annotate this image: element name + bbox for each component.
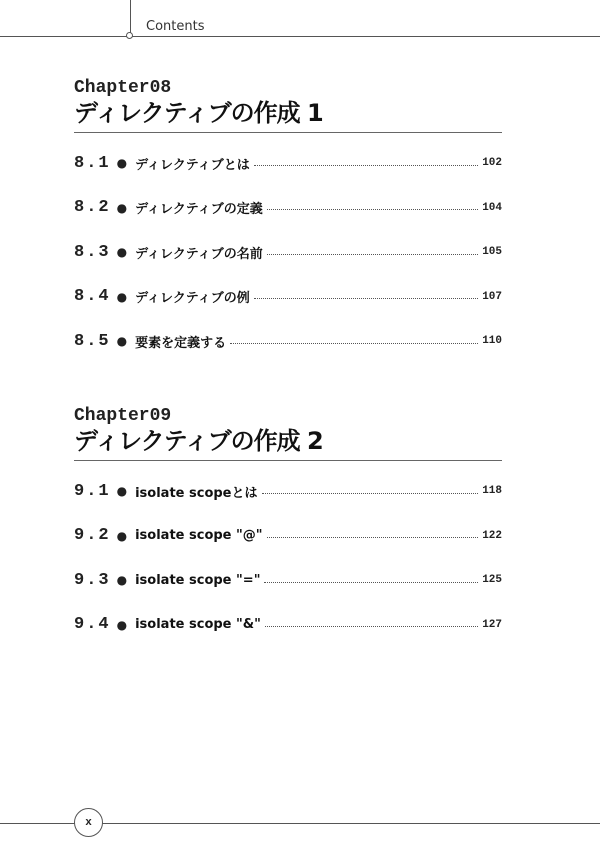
page-number: 105 — [482, 246, 502, 259]
section-title: ディレクティブとは — [135, 157, 250, 173]
dot-leader — [267, 537, 479, 538]
section-number: 9.4 — [74, 615, 111, 635]
dot-leader — [262, 493, 479, 494]
dot-leader — [264, 582, 478, 583]
section-number: 8.3 — [74, 242, 111, 262]
chapter-08 — [74, 78, 502, 364]
toc-entry[interactable] — [74, 558, 502, 603]
bullet-icon: ● — [116, 156, 128, 171]
chapter-09 — [74, 406, 502, 647]
dot-leader — [254, 165, 478, 166]
page-number: 102 — [482, 157, 502, 170]
dot-leader — [230, 343, 478, 344]
toc-entry[interactable] — [74, 603, 502, 648]
page-number: 125 — [482, 574, 502, 587]
page-number: 107 — [482, 290, 502, 303]
page-number: 122 — [482, 529, 502, 542]
bullet-icon: ● — [116, 617, 128, 632]
dot-leader — [267, 209, 478, 210]
chapter-rule — [74, 460, 502, 461]
toc-entry[interactable] — [74, 186, 502, 231]
bullet-icon: ● — [116, 573, 128, 588]
section-title: ディレクティブの名前 — [135, 246, 263, 262]
header-dot-ornament — [126, 32, 133, 39]
section-title: isolate scope "=" — [135, 572, 261, 588]
bullet-icon: ● — [116, 200, 128, 215]
header-horizontal-rule — [0, 36, 600, 37]
chapter-label: Chapter09 — [74, 406, 172, 426]
section-number: 9.1 — [74, 481, 111, 501]
page-number: 118 — [482, 485, 502, 498]
section-number: 8.5 — [74, 331, 111, 351]
header-vertical-rule — [130, 0, 131, 36]
bullet-icon: ● — [116, 245, 128, 260]
toc-entry[interactable] — [74, 230, 502, 275]
section-title: 要素を定義する — [135, 335, 227, 351]
toc-entry-list — [74, 141, 502, 364]
chapter-label: Chapter08 — [74, 78, 172, 98]
dot-leader — [254, 298, 478, 299]
dot-leader — [267, 254, 478, 255]
bullet-icon: ● — [116, 289, 128, 304]
toc-entry[interactable] — [74, 514, 502, 559]
chapter-title: ディレクティブの作成 1 — [74, 99, 323, 127]
page-number: 104 — [482, 201, 502, 214]
toc-entry[interactable] — [74, 319, 502, 364]
bullet-icon: ● — [116, 528, 128, 543]
section-title: isolate scope "&" — [135, 617, 261, 633]
page-number: 110 — [482, 335, 502, 348]
section-title: isolate scope "@" — [135, 528, 263, 544]
chapter-title: ディレクティブの作成 2 — [74, 427, 323, 455]
section-number: 9.3 — [74, 570, 111, 590]
section-title: ディレクティブの例 — [135, 291, 250, 307]
dot-leader — [265, 626, 478, 627]
toc-entry[interactable] — [74, 469, 502, 514]
toc-entry[interactable] — [74, 141, 502, 186]
bullet-icon: ● — [116, 484, 128, 499]
folio-page-number: x — [85, 816, 92, 829]
bullet-icon: ● — [116, 334, 128, 349]
page-number: 127 — [482, 618, 502, 631]
section-title: ディレクティブの定義 — [135, 202, 263, 218]
section-number: 8.4 — [74, 287, 111, 307]
section-title: isolate scopeとは — [135, 485, 258, 501]
section-number: 9.2 — [74, 526, 111, 546]
section-number: 8.1 — [74, 153, 111, 173]
chapter-rule — [74, 132, 502, 133]
toc-entry[interactable] — [74, 275, 502, 320]
folio-badge — [74, 808, 103, 837]
toc-entry-list — [74, 469, 502, 647]
section-number: 8.2 — [74, 198, 111, 218]
running-header: Contents — [146, 19, 205, 34]
